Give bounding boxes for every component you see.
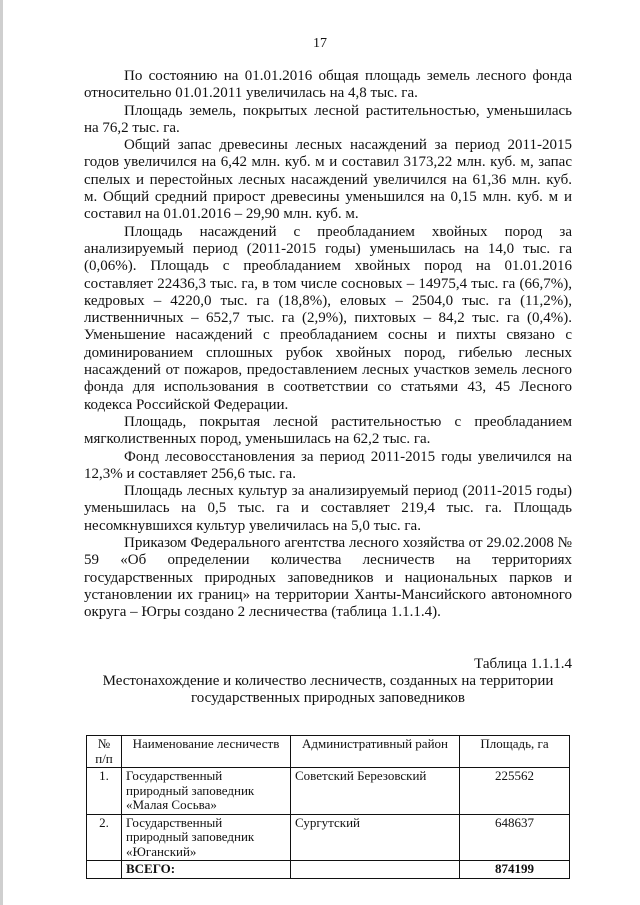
paragraph: По состоянию на 01.01.2016 общая площадь земель лесного фонда относительно 01.01.2011 увеличилась на 4,8 тыс. га. — [84, 68, 572, 102]
document-body — [84, 68, 572, 879]
page-edge — [0, 0, 3, 905]
table-row — [87, 768, 570, 815]
paragraph: Площадь насаждений с преобладанием хвойных пород за анализируемый период (2011-2015 годы) уменьшилась на 14,0 тыс. га (0,06%). Площадь с преобладанием хвойных пород на 01.01.2016 составляет 22436,3 тыс. га, в том числе сосновых – 14975,4 тыс. га (66,7%), кедровых – 4220,0 тыс. га (18,8%), еловых – 2504,0 тыс. га (11,2%), лиственничных – 652,7 тыс. га (2,9%), пихтовых – 84,2 тыс. га (0,4%). Уменьшение насаждений с преобладанием сосны и пихты связано с доминированием сплошных рубок хвойных пород, гибелью лесных насаждений от пожаров, предоставлением лесных участков земель лесного фонда для использования в соответствии со статьями 43, 45 Лесного кодекса Российской Федерации. — [84, 223, 572, 413]
cell-num: 2. — [87, 814, 122, 861]
table-total-row — [87, 861, 570, 879]
table-row — [87, 814, 570, 861]
table-title: Местонахождение и количество лесничеств, созданных на территории государственных природных заповедников — [102, 672, 554, 707]
cell-num: 1. — [87, 768, 122, 815]
cell-area: 648637 — [460, 814, 570, 861]
cell-district: Советский Березовский — [291, 768, 460, 815]
paragraph: Площадь земель, покрытых лесной растительностью, уменьшилась на 76,2 тыс. га. — [84, 102, 572, 136]
header-area: Площадь, га — [460, 736, 570, 768]
total-label: ВСЕГО: — [122, 861, 291, 879]
paragraph: Приказом Федерального агентства лесного хозяйства от 29.02.2008 № 59 «Об определении количества лесничеств на территориях государственных природных заповедников и национальных парков и установлении их границ» на территории Ханты-Мансийского автономного округа – Югры создано 2 лесничества (таблица 1.1.1.4). — [84, 535, 572, 621]
cell-name: Государственный природный заповедник «Малая Сосьва» — [122, 768, 291, 815]
page-number: 17 — [313, 36, 327, 51]
cell-empty — [291, 861, 460, 879]
cell-district: Сургутский — [291, 814, 460, 861]
cell-name: Государственный природный заповедник «Юганский» — [122, 814, 291, 861]
paragraph: Площадь, покрытая лесной растительностью с преобладанием мягколиственных пород, уменьшилась на 62,2 тыс. га. — [84, 413, 572, 448]
cell-empty — [87, 861, 122, 879]
paragraph: Фонд лесовосстановления за период 2011-2015 годы увеличился на 12,3% и составляет 256,6 тыс. га. — [84, 448, 572, 482]
forestries-table — [86, 735, 570, 879]
total-area: 874199 — [460, 861, 570, 879]
table-header-row — [87, 736, 570, 768]
paragraph: Общий запас древесины лесных насаждений за период 2011-2015 годов увеличился на 6,42 млн. куб. м и составил 3173,22 млн. куб. м, запас спелых и перестойных лесных насаждений увеличился на 61,36 млн. куб. м. Общий средний прирост древесины уменьшился на 0,15 млн. куб. м и составил на 01.01.2016 – 29,90 млн. куб. м. — [84, 137, 572, 223]
header-name: Наименование лесничеств — [122, 736, 291, 768]
header-num: № п/п — [87, 736, 122, 768]
cell-area: 225562 — [460, 768, 570, 815]
table-label: Таблица 1.1.1.4 — [474, 655, 572, 672]
paragraph: Площадь лесных культур за анализируемый период (2011-2015 годы) уменьшилась на 0,5 тыс. га и составляет 219,4 тыс. га. Площадь несомкнувшихся культур увеличилась на 5,0 тыс. га. — [84, 483, 572, 534]
header-district: Административный район — [291, 736, 460, 768]
